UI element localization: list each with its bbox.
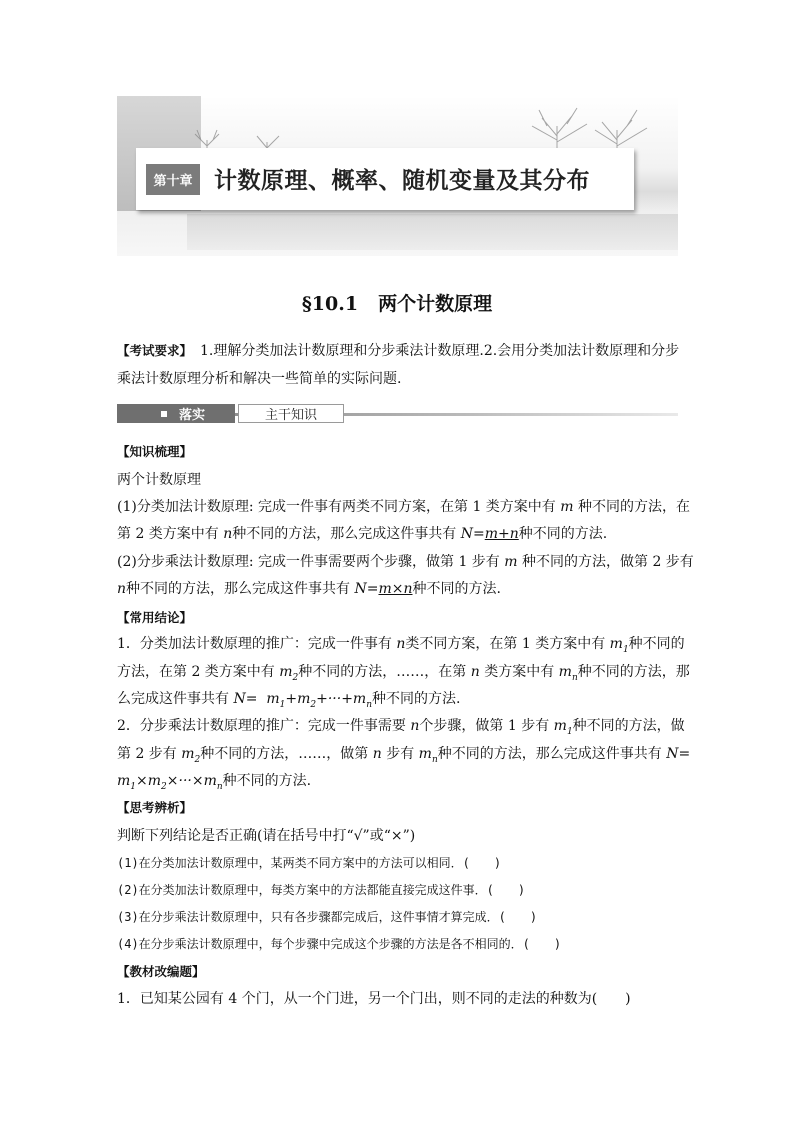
var-n: n [470, 664, 480, 680]
conclusions-label: 【常用结论】 [117, 610, 193, 625]
section-title [0, 289, 794, 316]
sum-formula: $m_1+m_2+\cdot\cdot\cdot+m_n$ [261, 691, 372, 710]
section-bar-dark-label: 落实 [179, 408, 206, 423]
product-formula: $m_1\times m_2\times\cdot\cdot\cdot\times m_n$ [117, 773, 223, 792]
text: 种不同的方法，那 [577, 664, 690, 680]
text: 种不同的方法. [222, 773, 312, 789]
square-bullet-icon [161, 411, 167, 417]
section-bar-light: 主干知识 [238, 404, 344, 423]
knowledge-item2-line2 [117, 578, 679, 598]
judge-item-2: (2)在分类加法计数原理中，每类方案中的方法都能直接完成这件事．( ) [117, 883, 526, 897]
chapter-title-panel [136, 148, 634, 210]
var-m2: $m_2$ [181, 746, 201, 765]
text: 种不同的方法，那么完成这件事共有 [437, 746, 662, 762]
answer-blank: m+n [484, 526, 519, 542]
text: 种不同的方法，那么完成这件事共有 [232, 526, 457, 542]
text: 种不同的方法，那么完成这件事共有 [126, 581, 351, 597]
text: 步有 [386, 746, 415, 762]
text: 类不同方案，在第 1 类方案中有 [405, 636, 606, 652]
var-n: n [372, 746, 382, 762]
chapter-title: 计数原理、概率、随机变量及其分布 [214, 168, 590, 194]
text: 个步骤，做第 1 步有 [419, 718, 550, 734]
var-mn: $m_n$ [418, 746, 438, 765]
judge-item-4: (4)在分步乘法计数原理中，每个步骤中完成这个步骤的方法是各不相同的．( ) [117, 937, 562, 951]
text: 种不同的方法. [518, 526, 608, 542]
var-N: N [233, 691, 246, 707]
var-m2: $m_2$ [279, 664, 299, 683]
section-bar-dark [117, 404, 235, 423]
text: 1．分类加法计数原理的推广：完成一件事有 [117, 636, 392, 652]
text: 方法，在第 2 类方案中有 [117, 664, 275, 680]
section-bar [117, 404, 678, 423]
text: 种不同的方法，……，在第 [298, 664, 467, 680]
text: 种不同的方法，做 [572, 718, 685, 734]
var-N: N [354, 581, 367, 597]
knowledge-label: 【知识梳理】 [117, 444, 193, 459]
answer-blank: m×n [378, 581, 413, 597]
text: 种不同的方法，在 [578, 499, 690, 515]
knowledge-item1-line2 [117, 523, 679, 543]
var-m: m [504, 554, 518, 570]
textbook-label: 【教材改编题】 [117, 964, 205, 979]
text: 种不同的方法，做第 2 步有 [522, 554, 694, 570]
judge-item-3: (3)在分步乘法计数原理中，只有各步骤都完成后，这件事情才算完成．( ) [117, 910, 538, 924]
knowledge-item1-line1 [117, 496, 690, 516]
text: (1)分类加法计数原理: 完成一件事有两类不同方案，在第 1 类方案中有 [117, 499, 556, 515]
section-number: §10.1 [301, 293, 359, 315]
text: 么完成这件事共有 [117, 691, 229, 707]
text: 2．分步乘法计数原理的推广：完成一件事需要 [117, 718, 406, 734]
equals-sign: = [678, 746, 691, 762]
var-mn: $m_n$ [558, 664, 578, 683]
judge-item-1: (1)在分类加法计数原理中，某两类不同方案中的方法可以相同．( ) [117, 856, 502, 870]
conclusion1-line3 [117, 688, 679, 710]
knowledge-item2-line1 [117, 551, 694, 571]
thinking-intro: 判断下列结论是否正确(请在括号中打“√”或“×”) [117, 828, 416, 844]
var-m1: $m_1$ [553, 718, 573, 737]
conclusion2-line1 [117, 715, 685, 737]
equals-sign: = [245, 691, 258, 707]
exam-req-line2: 乘法计数原理分析和解决一些简单的实际问题. [117, 371, 402, 387]
section-name: 两个计数原理 [378, 293, 493, 315]
exam-req-line1: 1.理解分类加法计数原理和分步乘法计数原理.2.会用分类加法计数原理和分步 [200, 343, 680, 359]
conclusion2-line3 [117, 770, 679, 792]
exam-req-tag: 【考试要求】 [117, 343, 193, 358]
var-m1: $m_1$ [609, 636, 629, 655]
text: 种不同的方法. [412, 581, 501, 597]
text: 第 2 步有 [117, 746, 177, 762]
conclusion1-line2 [117, 661, 690, 683]
text: 类方案中有 [484, 664, 555, 680]
var-n: n [117, 581, 127, 597]
equals-sign: = [473, 526, 485, 542]
text: (2)分步乘法计数原理: 完成一件事需要两个步骤，做第 1 步有 [117, 554, 500, 570]
var-N: N [460, 526, 473, 542]
var-N: N [666, 746, 679, 762]
conclusion2-line2 [117, 743, 691, 765]
textbook-question-1: 1．已知某公园有 4 个门，从一个门进，另一个门出，则不同的走法的种数为( ) [117, 991, 631, 1007]
knowledge-heading: 两个计数原理 [117, 472, 201, 488]
exam-requirements [117, 337, 678, 393]
equals-sign: = [366, 581, 379, 597]
var-m: m [560, 499, 574, 515]
var-n: n [410, 718, 420, 734]
chapter-banner [117, 96, 678, 256]
text: 种不同的方法. [372, 691, 461, 707]
thinking-label: 【思考辨析】 [117, 800, 193, 815]
var-n: n [223, 526, 233, 542]
text: 种不同的方法，……，做第 [200, 746, 369, 762]
var-n: n [396, 636, 406, 652]
text: 第 2 类方案中有 [117, 526, 219, 542]
text: 种不同的 [628, 636, 685, 652]
chapter-tag: 第十章 [146, 164, 200, 195]
conclusion1-line1 [117, 633, 685, 655]
